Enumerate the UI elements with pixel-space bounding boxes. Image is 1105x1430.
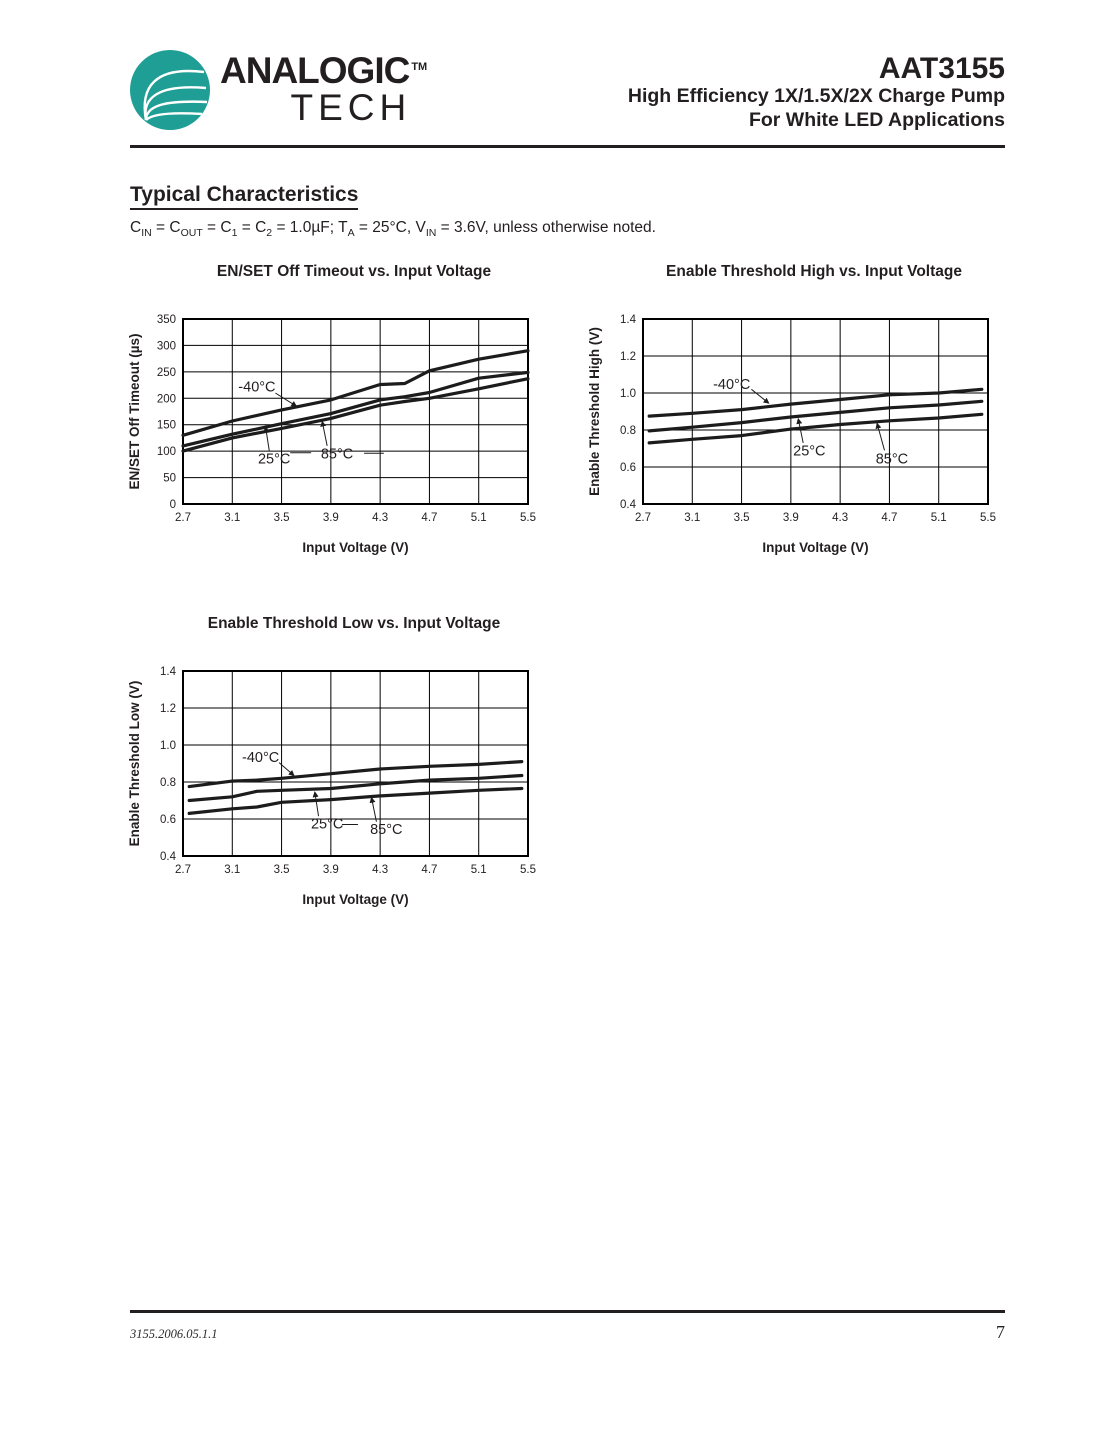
svg-text:Enable Threshold Low (V): Enable Threshold Low (V) xyxy=(127,680,142,847)
svg-text:0.6: 0.6 xyxy=(620,462,636,475)
svg-text:-40°C: -40°C xyxy=(238,379,276,396)
svg-text:3.1: 3.1 xyxy=(684,512,701,525)
svg-text:3.5: 3.5 xyxy=(733,512,750,525)
svg-text:350: 350 xyxy=(156,314,176,327)
chart-enable-threshold-high xyxy=(585,263,1025,563)
page-number: 7 xyxy=(996,1322,1005,1342)
charts-row-bottom xyxy=(125,615,1005,915)
svg-text:EN/SET Off Timeout (µs): EN/SET Off Timeout (µs) xyxy=(127,333,142,490)
svg-text:50: 50 xyxy=(163,472,176,485)
svg-text:25°C: 25°C xyxy=(310,816,344,833)
svg-text:4.3: 4.3 xyxy=(372,864,389,877)
document-subtitle-line1: High Efficiency 1X/1.5X/2X Charge Pump xyxy=(627,85,1005,107)
svg-text:Input Voltage (V): Input Voltage (V) xyxy=(302,892,409,908)
chart-canvas xyxy=(585,307,1025,563)
svg-text:100: 100 xyxy=(156,446,176,459)
svg-text:1.2: 1.2 xyxy=(620,351,636,364)
svg-text:0: 0 xyxy=(169,499,176,512)
svg-text:4.3: 4.3 xyxy=(372,512,389,525)
footer-row xyxy=(130,1322,1005,1343)
trademark-symbol: TM xyxy=(411,60,428,73)
brand-wordmark xyxy=(220,52,427,127)
svg-text:3.9: 3.9 xyxy=(782,512,799,525)
document-title-block xyxy=(628,52,1005,133)
svg-text:25°C: 25°C xyxy=(257,451,291,468)
svg-text:4.7: 4.7 xyxy=(881,512,898,525)
svg-text:0.6: 0.6 xyxy=(160,814,176,827)
svg-text:0.8: 0.8 xyxy=(160,777,176,790)
page-footer xyxy=(130,1310,1005,1343)
svg-text:5.1: 5.1 xyxy=(470,864,487,877)
chart-en-set-off-timeout xyxy=(125,263,565,563)
page-header xyxy=(130,50,1005,133)
svg-text:85°C: 85°C xyxy=(875,451,909,468)
svg-text:5.5: 5.5 xyxy=(980,512,996,525)
svg-text:5.1: 5.1 xyxy=(930,512,947,525)
svg-text:1.4: 1.4 xyxy=(160,666,176,679)
document-revision-id: 3155.2006.05.1.1 xyxy=(130,1327,218,1341)
svg-text:2.7: 2.7 xyxy=(635,512,651,525)
svg-text:5.5: 5.5 xyxy=(520,864,536,877)
analogictech-logo-icon xyxy=(130,50,210,130)
footer-divider xyxy=(130,1310,1005,1313)
svg-text:3.5: 3.5 xyxy=(273,864,290,877)
svg-text:3.9: 3.9 xyxy=(322,864,339,877)
page-content xyxy=(127,183,1005,915)
svg-text:25°C: 25°C xyxy=(793,443,826,460)
brand-name-second-line: TECH xyxy=(290,87,412,128)
chart-canvas xyxy=(125,307,565,563)
charts-row-top xyxy=(125,263,1005,563)
svg-text:4.7: 4.7 xyxy=(421,864,438,877)
brand-name-text: ANALOGIC xyxy=(220,50,410,91)
svg-text:3.1: 3.1 xyxy=(224,512,241,525)
svg-text:250: 250 xyxy=(156,366,176,379)
svg-text:150: 150 xyxy=(156,419,176,432)
svg-text:1.2: 1.2 xyxy=(160,703,176,716)
part-number: AAT3155 xyxy=(878,52,1005,85)
chart-title: Enable Threshold High vs. Input Voltage xyxy=(666,263,962,281)
svg-text:1.0: 1.0 xyxy=(620,388,636,401)
section-title: Typical Characteristics xyxy=(130,183,358,210)
test-conditions: $C_{IN} = C_{OUT} = C_1 = C_2 = 1.0\mu F$; $T_A = 25^\circ C$, $V_{IN} = 3.6V$, unless otherwise noted. xyxy=(130,219,656,240)
svg-text:-40°C: -40°C xyxy=(713,376,751,393)
svg-text:0.8: 0.8 xyxy=(620,425,636,438)
svg-text:85°C: 85°C xyxy=(370,822,403,839)
svg-text:-40°C: -40°C xyxy=(242,750,280,767)
svg-text:3.1: 3.1 xyxy=(224,864,241,877)
svg-text:2.7: 2.7 xyxy=(175,512,191,525)
svg-text:2.7: 2.7 xyxy=(175,864,191,877)
svg-text:4.7: 4.7 xyxy=(421,512,438,525)
chart-title: EN/SET Off Timeout vs. Input Voltage xyxy=(216,263,492,281)
svg-text:5.1: 5.1 xyxy=(470,512,487,525)
svg-text:1.4: 1.4 xyxy=(620,314,636,327)
svg-text:5.5: 5.5 xyxy=(520,512,536,525)
chart-canvas xyxy=(125,659,565,915)
chart-enable-threshold-low xyxy=(125,615,565,915)
header-divider xyxy=(130,145,1005,148)
svg-text:3.5: 3.5 xyxy=(273,512,290,525)
svg-text:Input Voltage (V): Input Voltage (V) xyxy=(302,540,409,556)
svg-text:300: 300 xyxy=(156,340,176,353)
chart-title: Enable Threshold Low vs. Input Voltage xyxy=(207,615,501,633)
document-subtitle-line2: For White LED Applications xyxy=(748,108,1005,131)
brand-name xyxy=(220,52,427,89)
svg-text:3.9: 3.9 xyxy=(322,512,339,525)
svg-text:4.3: 4.3 xyxy=(832,512,849,525)
svg-text:0.4: 0.4 xyxy=(620,499,636,512)
svg-text:Enable Threshold High (V): Enable Threshold High (V) xyxy=(587,327,602,496)
svg-text:1.0: 1.0 xyxy=(160,740,176,753)
svg-text:Input Voltage (V): Input Voltage (V) xyxy=(762,540,869,556)
svg-text:85°C: 85°C xyxy=(320,446,354,463)
svg-text:0.4: 0.4 xyxy=(160,851,176,864)
svg-text:200: 200 xyxy=(156,393,176,406)
brand-logo xyxy=(130,50,427,130)
